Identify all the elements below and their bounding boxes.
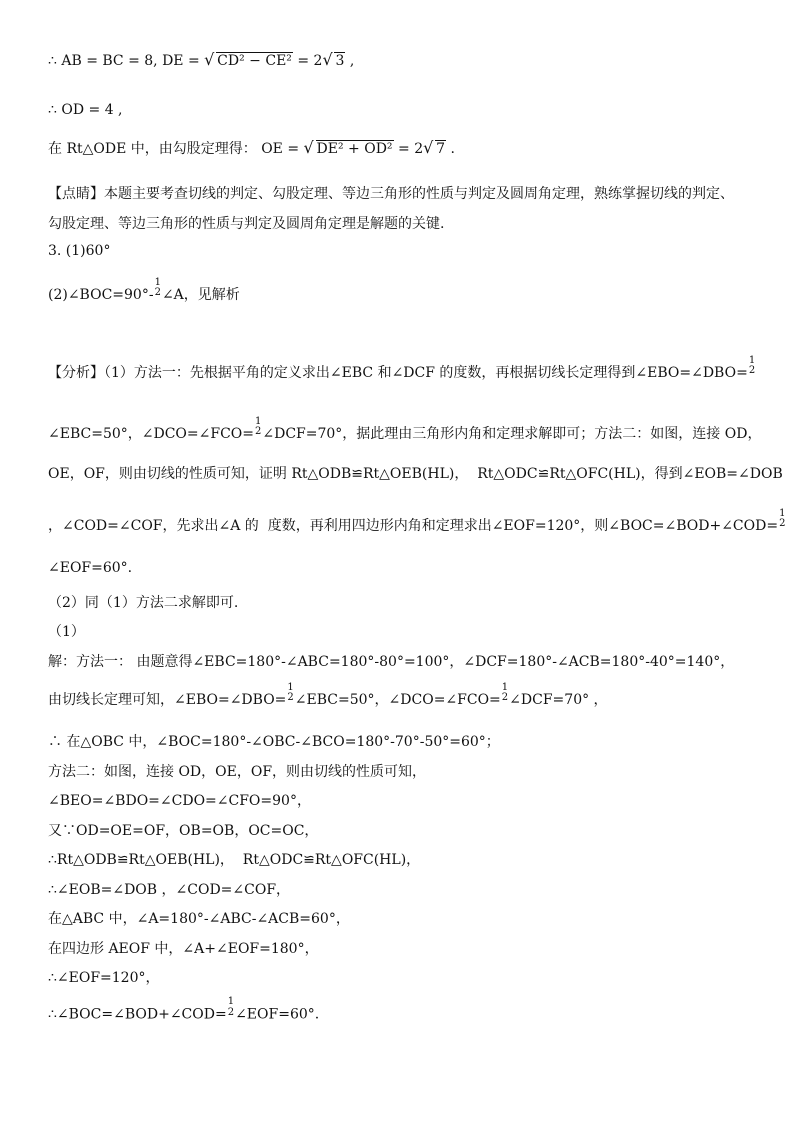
text-segment: ∴∠BOC=∠BOD+∠COD= [48,1006,227,1023]
text-line-l19 [48,790,311,810]
fraction [779,509,785,530]
text-segment: 在 Rt△ODE 中，由勾股定理得： OE = [48,141,304,157]
text-line-l3 [48,138,455,158]
text-segment: ∠EOF=60°. [48,560,133,576]
fraction-numerator: 1 [227,996,235,1007]
text-segment: 【分析】（1）方法一：先根据平角的定义求出∠EBC 和∠DCF 的度数，再根据切线长定理得到∠EBO=∠DBO= [48,365,748,381]
text-line-l1 [48,52,354,69]
text-line-l12 [48,560,132,576]
text-segment: ，∠COD=∠COF，先求出∠A 的 度数，再利用四边形内角和定理求出∠EOF=120°，则∠BOC=∠BOD+∠COD= [48,518,779,534]
text-segment: 在四边形 AEOF 中，∠A+∠EOF=180°， [48,941,319,957]
text-line-l2 [48,102,123,118]
text-segment: ∴ [48,53,62,69]
text-segment: ∠DCF=70°，据此理由三角形内角和定理求解即可；方法二：如图，连接 OD， [262,426,762,442]
fraction-denominator: 2 [779,518,786,529]
text-segment: ∠A，见解析 [161,287,240,303]
radical-sign-icon: √ [322,50,333,69]
text-segment: ∴∠EOF=120°， [48,970,160,986]
fraction-denominator: 2 [255,426,262,437]
text-segment: 解：方法一： 由题意得∠EBC=180°-∠ABC=180°-80°=100°，∠DCF=180°-∠ACB=180°-40°=140°， [48,654,735,670]
text-segment: ∠EBC=50°，∠DCO=∠FCO= [294,692,501,708]
text-segment: ∠EBC=50°，∠DCO=∠FCO= [48,426,254,442]
text-line-l25 [48,967,160,987]
text-segment: ∴ OD = 4 , [48,102,123,118]
text-segment: 由切线长定理可知，∠EBO=∠DBO= [48,692,287,708]
text-segment: = 2 [292,53,323,69]
fraction [155,278,161,299]
fraction-numerator: 1 [501,681,509,693]
text-segment: （1） [48,624,85,640]
text-line-l24 [48,938,319,958]
radical-sign-icon: √ [423,138,434,157]
text-segment: 在△ABC 中，∠A=180°-∠ABC-∠ACB=60°， [48,911,350,927]
fraction-numerator: 1 [154,276,161,288]
square-root [423,140,446,157]
text-line-l14 [48,621,85,641]
text-line-l13 [48,592,238,612]
text-segment: 又∵OD=OE=OF，OB=OB，OC=OC， [48,823,319,839]
text-line-l16 [48,681,608,711]
text-line-l21 [48,849,420,869]
text-line-l15 [48,651,734,671]
square-root [204,52,293,69]
radicand: CD² − CE² [217,53,292,69]
text-line-l10 [48,463,783,483]
text-line-l6 [48,243,110,259]
fraction [502,683,508,704]
radicand: DE² + OD² [316,141,393,157]
square-root [322,52,345,69]
radical-sign-icon: √ [204,50,215,69]
fraction-numerator: 1 [779,507,786,519]
text-segment: . [446,141,455,157]
text-line-l9 [48,415,762,445]
text-line-l4 [48,183,734,203]
fraction [255,417,261,438]
text-line-l22 [48,879,290,899]
text-segment: = 2 [393,141,424,157]
text-line-l11 [48,507,786,537]
text-segment: (2)∠BOC=90°- [48,287,154,303]
text-segment: 方法二：如图，连接 OD，OE，OF，则由切线的性质可知， [48,764,427,780]
text-segment: ∠DCF=70° ， [509,692,608,708]
text-line-l17 [48,731,500,751]
text-segment: ∴∠EOB=∠DOB ，∠COD=∠COF， [48,882,291,898]
fraction-numerator: 1 [287,681,294,693]
text-segment: OE，OF，则由切线的性质可知，证明 Rt△ODB≌Rt△OEB(HL)， Rt△ODC≌Rt△OFC(HL)，得到∠EOB=∠DOB [48,466,783,482]
radicand: 3 [335,53,345,69]
fraction-denominator: 2 [154,287,161,298]
text-line-l18 [48,761,426,781]
text-segment: ∴Rt△ODB≌Rt△OEB(HL)， Rt△ODC≌Rt△OFC(HL)， [48,852,421,868]
fraction-denominator: 2 [287,692,294,703]
text-line-l7 [48,276,240,306]
text-segment: 【点睛】本题主要考查切线的判定、勾股定理、等边三角形的性质与判定及圆周角定理，熟练掌握切线的判定、 [48,186,734,202]
text-line-l26 [48,996,320,1025]
radical-sign-icon: √ [303,138,314,157]
text-segment: ∴ 在△OBC 中，∠BOC=180°-∠OBC-∠BCO=180°-70°-50°=60°； [48,734,500,750]
fraction [228,997,234,1018]
text-segment: （2）同（1）方法二求解即可. [48,595,239,611]
fraction [749,356,755,377]
text-line-l20 [48,820,318,840]
text-segment: ∠EOF=60°. [235,1006,320,1023]
text-line-l5 [48,213,444,233]
text-line-l23 [48,908,350,928]
text-segment: 勾股定理、等边三角形的性质与判定及圆周角定理是解题的关键. [48,216,445,232]
text-segment: , [345,53,355,69]
text-segment: ∠BEO=∠BDO=∠CDO=∠CFO=90°， [48,793,311,809]
text-segment: AB = BC = 8, DE = [61,53,205,69]
fraction-denominator: 2 [748,365,756,376]
text-line-l8 [48,354,756,384]
fraction-denominator: 2 [501,692,509,703]
fraction-numerator: 1 [255,415,262,427]
fraction [287,683,293,704]
radicand: 7 [436,141,446,157]
text-segment: 3. (1)60° [48,243,111,259]
fraction-numerator: 1 [748,354,756,366]
square-root [304,140,394,157]
fraction-denominator: 2 [227,1006,235,1018]
